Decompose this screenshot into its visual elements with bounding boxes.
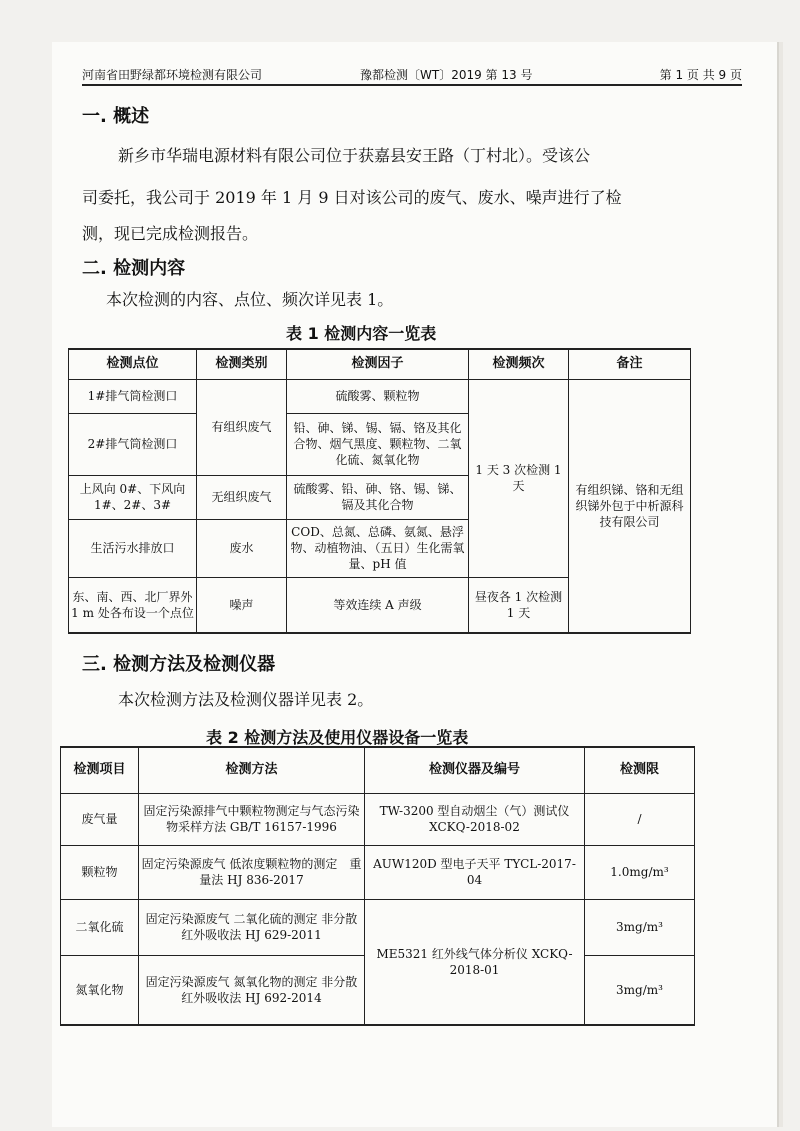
table-2-cell: 固定污染源废气 氮氧化物的测定 非分散红外吸收法 HJ 692-2014 [139, 955, 365, 1025]
table-2-cell: 二氧化硫 [61, 899, 139, 955]
table-1-cell: 硫酸雾、颗粒物 [287, 379, 469, 413]
section-2-title: 二. 检测内容 [82, 258, 186, 279]
header-report-number: 豫都检测〔WT〕2019 第 13 号 [360, 68, 533, 82]
table-2-cell: 固定污染源废气 二氧化硫的测定 非分散红外吸收法 HJ 629-2011 [139, 899, 365, 955]
table-1-cell: 噪声 [197, 577, 287, 633]
table-1-cell: 昼夜各 1 次检测 1 天 [469, 577, 569, 633]
table-2-cell: AUW120D 型电子天平 TYCL-2017-04 [365, 845, 585, 899]
table-2-cell: 氮氧化物 [61, 955, 139, 1025]
table-1-cell: 上风向 0#、下风向 1#、2#、3# [69, 475, 197, 519]
section-2-intro: 本次检测的内容、点位、频次详见表 1。 [106, 290, 394, 309]
table-2-cell: 固定污染源废气 低浓度颗粒物的测定 重量法 HJ 836-2017 [139, 845, 365, 899]
table-1-cell: 生活污水排放口 [69, 519, 197, 577]
section-1-title: 一. 概述 [82, 106, 150, 127]
header-page-number: 第 1 页 共 9 页 [659, 68, 742, 82]
table-1-cell: 等效连续 A 声级 [287, 577, 469, 633]
table-1-header-factor: 检测因子 [287, 349, 469, 379]
table-1-cell: COD、总氮、总磷、氨氮、悬浮物、动植物油、（五日）生化需氧量、pH 值 [287, 519, 469, 577]
section-3-title: 三. 检测方法及检测仪器 [82, 654, 276, 675]
table-2-cell: 固定污染源排气中颗粒物测定与气态污染物采样方法 GB/T 16157-1996 [139, 793, 365, 845]
table-1-cell: 有组织废气 [197, 379, 287, 475]
section-3-intro: 本次检测方法及检测仪器详见表 2。 [118, 690, 374, 709]
seal-stamp [758, 470, 800, 590]
header-company: 河南省田野绿都环境检测有限公司 [82, 68, 263, 82]
table-2-cell: 3mg/m³ [585, 955, 695, 1025]
table-1-cell: 无组织废气 [197, 475, 287, 519]
table-2-cell: 颗粒物 [61, 845, 139, 899]
table-2-header-item: 检测项目 [61, 747, 139, 793]
table-2-caption: 表 2 检测方法及使用仪器设备一览表 [206, 728, 469, 747]
table-1-cell: 1 天 3 次检测 1 天 [469, 379, 569, 577]
document-page [52, 42, 777, 1127]
table-1-cell: 2#排气筒检测口 [69, 413, 197, 475]
table-2-cell: TW-3200 型自动烟尘（气）测试仪 XCKQ-2018-02 [365, 793, 585, 845]
table-1-cell: 硫酸雾、铅、砷、铬、锡、锑、镉及其化合物 [287, 475, 469, 519]
table-2-methods-instruments [60, 746, 695, 1026]
table-2-cell: 3mg/m³ [585, 899, 695, 955]
table-1-header-point: 检测点位 [69, 349, 197, 379]
table-1-detection-content [68, 348, 691, 634]
table-2-cell: / [585, 793, 695, 845]
table-1-cell: 有组织锑、铬和无组织锑外包于中析源科技有限公司 [569, 379, 691, 633]
table-2-header-method: 检测方法 [139, 747, 365, 793]
table-2-header-limit: 检测限 [585, 747, 695, 793]
section-1-line-3: 测，现已完成检测报告。 [82, 224, 259, 243]
section-1-line-2: 司委托，我公司于 2019 年 1 月 9 日对该公司的废气、废水、噪声进行了检 [82, 188, 622, 207]
section-1-line-1: 新乡市华瑞电源材料有限公司位于获嘉县安王路（丁村北）。受该公 [118, 146, 591, 165]
table-2-cell: 1.0mg/m³ [585, 845, 695, 899]
table-1-caption: 表 1 检测内容一览表 [286, 324, 437, 343]
table-1-cell: 铅、砷、锑、锡、镉、铬及其化合物、烟气黑度、颗粒物、二氧化硫、氮氧化物 [287, 413, 469, 475]
table-2-cell: 废气量 [61, 793, 139, 845]
table-1-header-frequency: 检测频次 [469, 349, 569, 379]
table-1-header-remark: 备注 [569, 349, 691, 379]
table-2-cell: ME5321 红外线气体分析仪 XCKQ-2018-01 [365, 899, 585, 1025]
table-1-cell: 东、南、西、北厂界外 1 m 处各布设一个点位 [69, 577, 197, 633]
table-1-cell: 废水 [197, 519, 287, 577]
table-1-header-category: 检测类别 [197, 349, 287, 379]
page-header [82, 64, 742, 86]
table-2-header-instrument: 检测仪器及编号 [365, 747, 585, 793]
table-1-cell: 1#排气筒检测口 [69, 379, 197, 413]
